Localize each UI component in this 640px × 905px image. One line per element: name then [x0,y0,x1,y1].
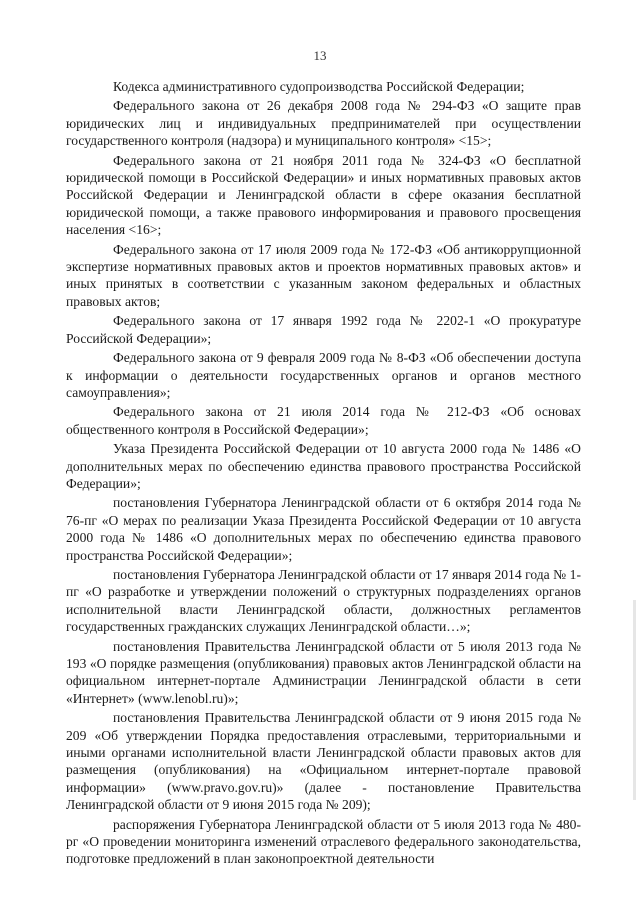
list-item: постановления Правительства Ленинградской области от 5 июля 2013 года № 193 «О порядке размещения (опубликования) правовых актов Ленинградской области на официальном интернет-портале Администрации Ленинградской области в сети «Интернет» (www.lenobl.ru)»; [66,638,581,706]
list-item: Кодекса административного судопроизводства Российской Федерации; [113,79,525,94]
legal-basis-list [66,78,581,868]
page-number: 13 [313,48,327,63]
list-item: Федерального закона от 26 декабря 2008 года № 294-ФЗ «О защите прав юридических лиц и индивидуальных предпринимателей при осуществлении государственного контроля (надзора) и муниципального контроля» <15>; [66,98,581,149]
list-item: постановления Губернатора Ленинградской области от 17 января 2014 года № 1-пг «О разработке и утверждении положений о структурных подразделениях органов исполнительной власти Ленинградской области, должностных регламентов государственных гражданских служащих Ленинградской области…»; [66,566,581,635]
list-item: Федерального закона от 17 июля 2009 года № 172-ФЗ «Об антикоррупционной экспертизе нормативных правовых актов и проектов нормативных правовых актов» и иных принятых в соответствии с указанным законом федеральных и областных правовых актов; [66,241,581,309]
list-item: постановления Правительства Ленинградской области от 9 июня 2015 года № 209 «Об утверждении Порядка предоставления отраслевыми, территориальными и иными органами исполнительной власти Ленинградской области правовых актов для размещения (опубликования) на «Официальном интернет-портале правовой информации» (www.pravo.gov.ru)» (далее - постановление Правительства Ленинградской области от 9 июня 2015 года № 209); [66,710,581,813]
list-item: Федерального закона от 9 февраля 2009 года № 8-ФЗ «Об обеспечении доступа к информации о деятельности государственных органов и органов местного самоуправления»; [66,350,581,400]
list-item: Указа Президента Российской Федерации от 10 августа 2000 года № 1486 «О дополнительных мерах по обеспечению единства правового пространства Российской Федерации»; [66,441,581,491]
list-item: распоряжения Губернатора Ленинградской области от 5 июля 2013 года № 480-рг «О проведении мониторинга изменений отраслевого федерального законодательства, подготовке предложений в план законопроектной деятельности [66,816,581,867]
list-item: Федерального закона от 21 июля 2014 года № 212-ФЗ «Об основах общественного контроля в Российской Федерации»; [66,404,581,437]
list-item: Федерального закона от 17 января 1992 года № 2202-1 «О прокуратуре Российской Федерации»; [66,313,581,346]
list-item: постановления Губернатора Ленинградской области от 6 октября 2014 года № 76-пг «О мерах по реализации Указа Президента Российской Федерации от 10 августа 2000 года № 1486 «О дополнительных мерах по обеспечению единства правового пространства Российской Федерации»; [66,495,581,563]
scan-margin-mark [633,600,636,800]
list-item: Федерального закона от 21 ноября 2011 года № 324-ФЗ «О бесплатной юридической помощи в Российской Федерации» и иных нормативных правовых актов Российской Федерации и Ленинградской области в сфере оказания бесплатной юридической помощи, а также правового информирования и правового просвещения населения <16>; [66,152,581,238]
